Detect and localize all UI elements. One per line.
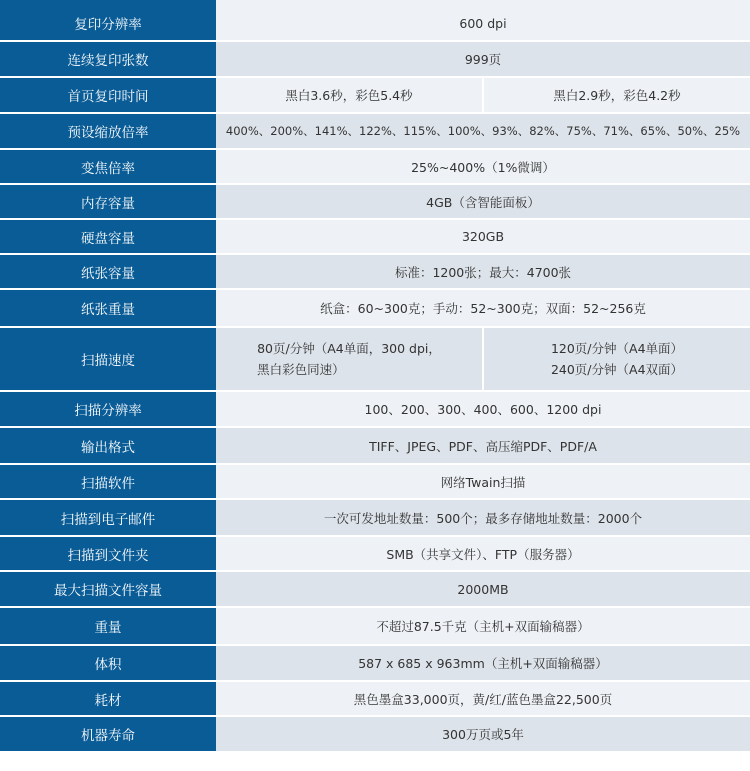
split-value [216, 78, 750, 114]
spec-value: 25%~400%（1%微调） [216, 150, 750, 185]
spec-value: 600 dpi [216, 6, 750, 42]
spec-label: 最大扫描文件容量 [0, 572, 216, 608]
spec-label: 首页复印时间 [0, 78, 216, 114]
split-value [216, 328, 750, 392]
spec-value-right: 黑白2.9秒，彩色4.2秒 [484, 78, 750, 114]
spec-label: 扫描到文件夹 [0, 537, 216, 572]
spec-row [0, 608, 750, 646]
spec-value: 2000MB [216, 572, 750, 608]
spec-row [0, 114, 750, 150]
spec-row [0, 220, 750, 255]
spec-label: 纸张重量 [0, 290, 216, 328]
spec-value-left [216, 328, 484, 392]
spec-row [0, 328, 750, 392]
spec-value: SMB（共享文件）、FTP（服务器） [216, 537, 750, 572]
spec-value-line: 80页/分钟（A4单面，300 dpi， [257, 341, 441, 356]
spec-label: 纸张容量 [0, 255, 216, 290]
spec-value-right [484, 328, 750, 392]
spec-label: 硬盘容量 [0, 220, 216, 255]
spec-row [0, 255, 750, 290]
spec-value: 一次可发地址数量：500个；最多存储地址数量：2000个 [216, 500, 750, 537]
spec-row [0, 6, 750, 42]
spec-value: 320GB [216, 220, 750, 255]
spec-value: 黑色墨盒33,000页，黄/红/蓝色墨盒22,500页 [216, 682, 750, 717]
spec-label: 扫描分辨率 [0, 392, 216, 428]
spec-value-line: 240页/分钟（A4双面） [550, 362, 684, 377]
spec-value: 4GB（含智能面板） [216, 185, 750, 220]
spec-row [0, 185, 750, 220]
spec-label: 耗材 [0, 682, 216, 717]
spec-row [0, 392, 750, 428]
spec-value: 999页 [216, 42, 750, 78]
spec-label: 连续复印张数 [0, 42, 216, 78]
spec-row [0, 465, 750, 500]
spec-label: 预设缩放倍率 [0, 114, 216, 150]
spec-value: 不超过87.5千克（主机+双面输稿器） [216, 608, 750, 646]
spec-row [0, 646, 750, 682]
spec-label: 体积 [0, 646, 216, 682]
spec-row [0, 150, 750, 185]
spec-label: 机器寿命 [0, 717, 216, 753]
spec-value: 100、200、300、400、600、1200 dpi [216, 392, 750, 428]
spec-row [0, 682, 750, 717]
spec-label: 扫描到电子邮件 [0, 500, 216, 537]
spec-value: 纸盒：60~300克；手动：52~300克；双面：52~256克 [216, 290, 750, 328]
spec-row [0, 537, 750, 572]
spec-value: 网络Twain扫描 [216, 465, 750, 500]
spec-row [0, 428, 750, 465]
spec-value: TIFF、JPEG、PDF、高压缩PDF、PDF/A [216, 428, 750, 465]
spec-label: 输出格式 [0, 428, 216, 465]
spec-value-line: 黑白彩色同速） [257, 362, 345, 377]
spec-value: 300万页或5年 [216, 717, 750, 753]
spec-value-line: 120页/分钟（A4单面） [550, 341, 684, 356]
spec-value: 标准：1200张；最大：4700张 [216, 255, 750, 290]
spec-label: 内存容量 [0, 185, 216, 220]
spec-row [0, 78, 750, 114]
spec-row [0, 42, 750, 78]
spec-label: 变焦倍率 [0, 150, 216, 185]
spec-value: 587 x 685 x 963mm（主机+双面输稿器） [216, 646, 750, 682]
spec-value-left: 黑白3.6秒，彩色5.4秒 [216, 78, 484, 114]
spec-label: 复印分辨率 [0, 6, 216, 42]
spec-label: 扫描速度 [0, 328, 216, 392]
spec-row [0, 500, 750, 537]
spec-row [0, 717, 750, 753]
spec-label: 扫描软件 [0, 465, 216, 500]
spec-label: 重量 [0, 608, 216, 646]
spec-value: 400%、200%、141%、122%、115%、100%、93%、82%、75%、71%、65%、50%、25% [216, 114, 750, 150]
spec-row [0, 572, 750, 608]
spec-row [0, 290, 750, 328]
